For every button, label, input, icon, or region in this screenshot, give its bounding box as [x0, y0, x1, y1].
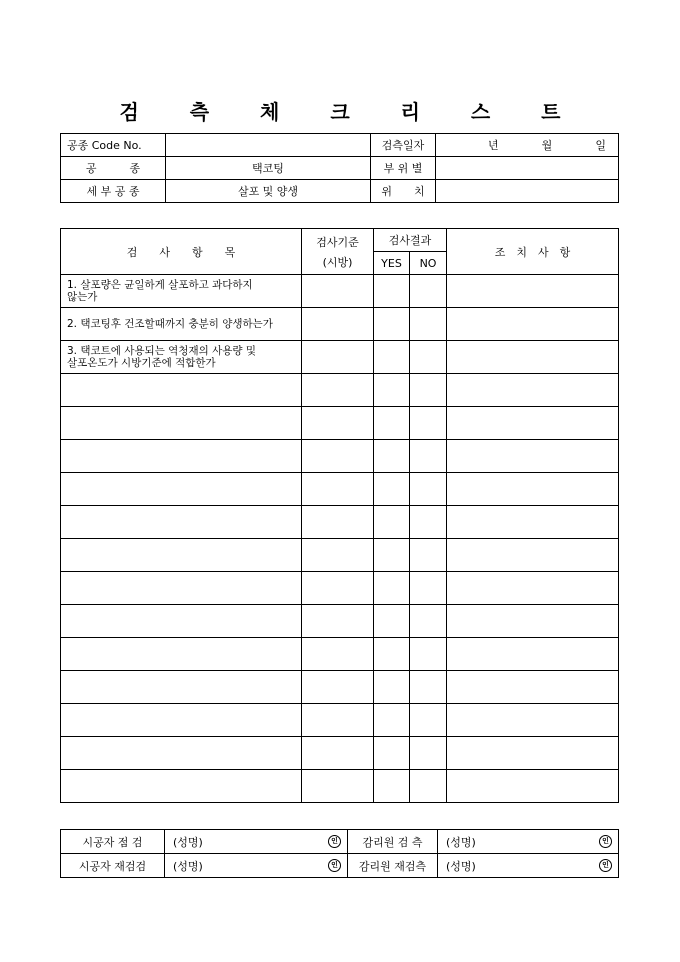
header-standard-line1: 검사기준	[316, 235, 359, 249]
checklist-standard-cell[interactable]	[302, 341, 374, 374]
contractor-check-sign[interactable]	[165, 830, 348, 854]
header-standard	[302, 229, 374, 275]
checklist-action-cell[interactable]	[447, 539, 619, 572]
seal-icon: 인	[599, 859, 612, 872]
supervisor-check-name: (성명)	[446, 835, 476, 849]
work-type-label: 공 종	[61, 157, 166, 180]
checklist-no-cell[interactable]	[410, 638, 447, 671]
checklist-row	[61, 275, 619, 308]
inspection-date-label: 검측일자	[371, 134, 436, 157]
checklist-yes-cell[interactable]	[374, 473, 410, 506]
location-value[interactable]	[436, 157, 619, 180]
checklist-yes-cell[interactable]	[374, 572, 410, 605]
supervisor-recheck-name: (성명)	[446, 859, 476, 873]
checklist-row	[61, 308, 619, 341]
checklist-standard-cell[interactable]	[302, 407, 374, 440]
checklist-yes-cell[interactable]	[374, 374, 410, 407]
date-month: 월	[541, 139, 553, 152]
checklist-item-text	[61, 407, 302, 440]
checklist-row	[61, 704, 619, 737]
page-title: 검 측 체 크 리 스 트	[119, 100, 583, 124]
checklist-action-cell[interactable]	[447, 374, 619, 407]
supervisor-recheck-sign[interactable]	[438, 854, 619, 878]
checklist-item-text	[61, 638, 302, 671]
checklist-item-text	[61, 374, 302, 407]
checklist-standard-cell[interactable]	[302, 473, 374, 506]
checklist-item-text	[61, 704, 302, 737]
checklist-item-text	[61, 572, 302, 605]
checklist-yes-cell[interactable]	[374, 341, 410, 374]
checklist-item-text	[61, 770, 302, 803]
checklist-standard-cell[interactable]	[302, 275, 374, 308]
checklist-yes-cell[interactable]	[374, 605, 410, 638]
checklist-item-text	[61, 506, 302, 539]
contractor-recheck-sign[interactable]	[165, 854, 348, 878]
checklist-action-cell[interactable]	[447, 440, 619, 473]
checklist-standard-cell[interactable]	[302, 770, 374, 803]
header-no: NO	[410, 252, 447, 275]
checklist-standard-cell[interactable]	[302, 572, 374, 605]
checklist-action-cell[interactable]	[447, 341, 619, 374]
checklist-yes-cell[interactable]	[374, 770, 410, 803]
checklist-yes-cell[interactable]	[374, 275, 410, 308]
checklist-no-cell[interactable]	[410, 341, 447, 374]
checklist-yes-cell[interactable]	[374, 308, 410, 341]
checklist-no-cell[interactable]	[410, 572, 447, 605]
checklist-standard-cell[interactable]	[302, 704, 374, 737]
checklist-row	[61, 374, 619, 407]
checklist-row	[61, 737, 619, 770]
checklist-row	[61, 440, 619, 473]
checklist-no-cell[interactable]	[410, 473, 447, 506]
supervisor-check-sign[interactable]	[438, 830, 619, 854]
checklist-action-cell[interactable]	[447, 407, 619, 440]
checklist-no-cell[interactable]	[410, 506, 447, 539]
checklist-action-cell[interactable]	[447, 506, 619, 539]
seal-icon: 인	[328, 859, 341, 872]
checklist-row	[61, 506, 619, 539]
header-yes: YES	[374, 252, 410, 275]
checklist-standard-cell[interactable]	[302, 671, 374, 704]
checklist-action-cell[interactable]	[447, 638, 619, 671]
info-table	[60, 133, 619, 203]
checklist-item-text	[61, 671, 302, 704]
checklist-action-cell[interactable]	[447, 770, 619, 803]
work-code-label: 공종 Code No.	[61, 134, 166, 157]
checklist-standard-cell[interactable]	[302, 506, 374, 539]
checklist-standard-cell[interactable]	[302, 374, 374, 407]
supervisor-check-label: 감리원 검 측	[348, 830, 438, 854]
detail-work-label: 세 부 공 종	[61, 180, 166, 203]
checklist-action-cell[interactable]	[447, 737, 619, 770]
seal-icon: 인	[328, 835, 341, 848]
checklist-yes-cell[interactable]	[374, 671, 410, 704]
checklist-action-cell[interactable]	[447, 473, 619, 506]
work-code-value[interactable]	[166, 134, 371, 157]
checklist-item-text: 1. 살포량은 균일하게 살포하고 과다하지 않는가	[61, 275, 302, 308]
header-action: 조 치 사 항	[447, 229, 619, 275]
checklist-table	[60, 228, 619, 803]
checklist-row	[61, 341, 619, 374]
contractor-check-name: (성명)	[173, 835, 203, 849]
checklist-yes-cell[interactable]	[374, 506, 410, 539]
checklist-row	[61, 407, 619, 440]
checklist-yes-cell[interactable]	[374, 440, 410, 473]
checklist-action-cell[interactable]	[447, 671, 619, 704]
checklist-item-text	[61, 440, 302, 473]
header-standard-line2: (시방)	[322, 255, 353, 269]
checklist-standard-cell[interactable]	[302, 539, 374, 572]
checklist-standard-cell[interactable]	[302, 308, 374, 341]
contractor-check-label: 시공자 점 검	[61, 830, 165, 854]
checklist-row	[61, 638, 619, 671]
checklist-yes-cell[interactable]	[374, 638, 410, 671]
checklist-no-cell[interactable]	[410, 671, 447, 704]
checklist-yes-cell[interactable]	[374, 407, 410, 440]
checklist-action-cell[interactable]	[447, 572, 619, 605]
checklist-item-text: 2. 택코팅후 건조할때까지 충분히 양생하는가	[61, 308, 302, 341]
checklist-no-cell[interactable]	[410, 374, 447, 407]
checklist-no-cell[interactable]	[410, 308, 447, 341]
work-type-value[interactable]: 택코팅	[166, 157, 371, 180]
checklist-yes-cell[interactable]	[374, 737, 410, 770]
signature-table	[60, 829, 619, 878]
location-label: 부 위 별	[371, 157, 436, 180]
checklist-action-cell[interactable]	[447, 275, 619, 308]
checklist-standard-cell[interactable]	[302, 605, 374, 638]
checklist-yes-cell[interactable]	[374, 704, 410, 737]
checklist-item-text	[61, 605, 302, 638]
checklist-row	[61, 572, 619, 605]
checklist-standard-cell[interactable]	[302, 638, 374, 671]
checklist-row	[61, 605, 619, 638]
checklist-no-cell[interactable]	[410, 704, 447, 737]
checklist-action-cell[interactable]	[447, 605, 619, 638]
header-result: 검사결과	[374, 229, 447, 252]
position-value[interactable]	[436, 180, 619, 203]
checklist-no-cell[interactable]	[410, 539, 447, 572]
checklist-row	[61, 770, 619, 803]
date-year: 년	[488, 139, 499, 152]
inspection-date-value[interactable]	[436, 134, 619, 157]
checklist-no-cell[interactable]	[410, 407, 447, 440]
checklist-row	[61, 473, 619, 506]
checklist-action-cell[interactable]	[447, 704, 619, 737]
checklist-yes-cell[interactable]	[374, 539, 410, 572]
checklist-no-cell[interactable]	[410, 605, 447, 638]
checklist-row	[61, 671, 619, 704]
checklist-action-cell[interactable]	[447, 308, 619, 341]
contractor-recheck-label: 시공자 재검검	[61, 854, 165, 878]
checklist-no-cell[interactable]	[410, 737, 447, 770]
checklist-standard-cell[interactable]	[302, 440, 374, 473]
date-day: 일	[595, 139, 606, 152]
checklist-item-text	[61, 737, 302, 770]
checklist-item-text	[61, 539, 302, 572]
checklist-standard-cell[interactable]	[302, 737, 374, 770]
position-label: 위 치	[371, 180, 436, 203]
contractor-recheck-name: (성명)	[173, 859, 203, 873]
checklist-item-text	[61, 473, 302, 506]
checklist-item-text: 3. 택코트에 사용되는 역청재의 사용량 및 살포온도가 시방기준에 적합한가	[61, 341, 302, 374]
supervisor-recheck-label: 감리원 재검측	[348, 854, 438, 878]
checklist-row	[61, 539, 619, 572]
seal-icon: 인	[599, 835, 612, 848]
checklist-no-cell[interactable]	[410, 440, 447, 473]
checklist-no-cell[interactable]	[410, 275, 447, 308]
checklist-no-cell[interactable]	[410, 770, 447, 803]
detail-work-value[interactable]: 살포 및 양생	[166, 180, 371, 203]
header-item: 검 사 항 목	[61, 229, 302, 275]
